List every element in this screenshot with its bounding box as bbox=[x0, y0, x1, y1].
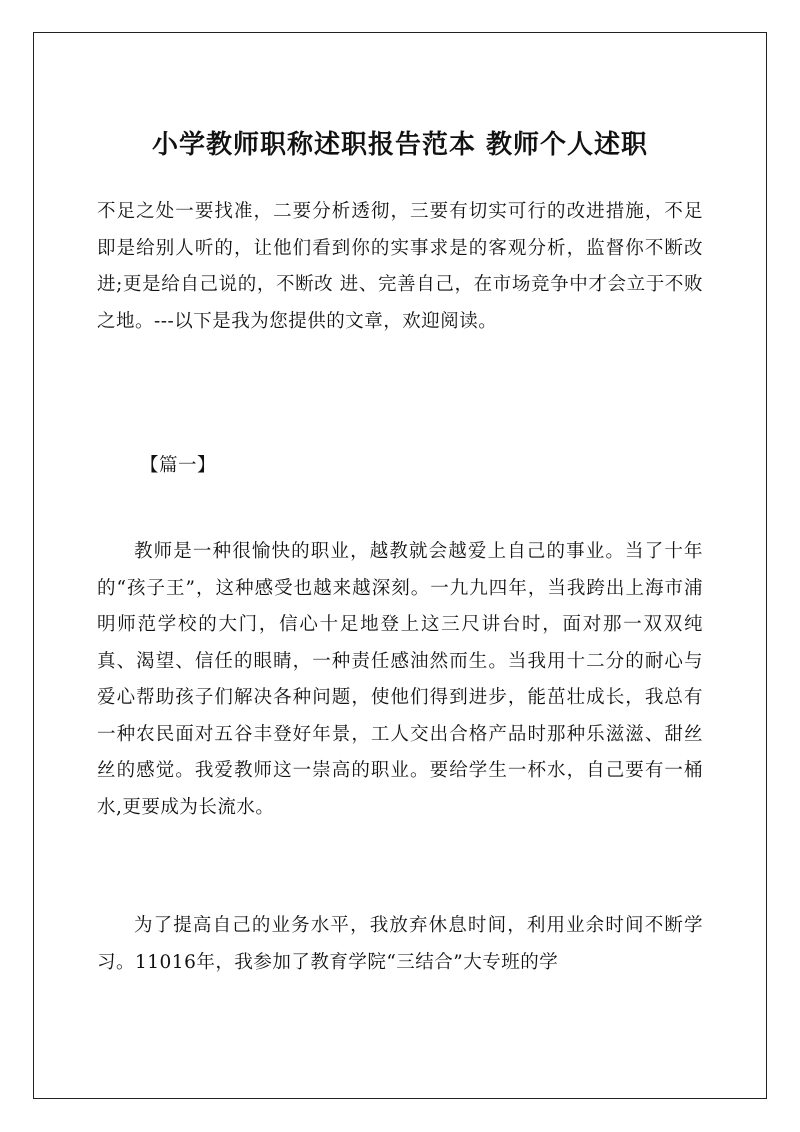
document-title: 小学教师职称述职报告范本 教师个人述职 bbox=[151, 130, 649, 160]
body-paragraph: 教师是一种很愉快的职业，越教就会越爱上自己的事业。当了十年的“孩子王”，这种感受也越来越深刻。一九九四年，当我跨出上海市浦明师范学校的大门，信心十足地登上这三尺讲台时，面对那一双双纯真、渴望、信任的眼睛，一种责任感油然而生。当我用十二分的耐心与爱心帮助孩子们解决各种问题，使他们得到进步，能茁壮成长，我总有一种农民面对五谷丰登好年景，工人交出合格产品时那种乐滋滋、甜丝丝的感觉。我爱教师这一崇高的职业。要给学生一杯水，自己要有一桶水,更要成为长流水。 bbox=[97, 541, 703, 818]
section-heading: 【篇一】 bbox=[140, 455, 217, 476]
intro-paragraph: 不足之处一要找准，二要分析透彻，三要有切实可行的改进措施，不足即是给别人听的，让他们看到你的实事求是的客观分析，监督你不断改进;更是给自己说的，不断改 进、完善自己，在市场竞争中才会立于不败之地。---以下是我为您提供的文章，欢迎阅读。 bbox=[97, 201, 703, 332]
body-paragraph: 为了提高自己的业务水平，我放弃休息时间，利用业余时间不断学习。11016年，我参加了教育学院“三结合”大专班的学 bbox=[97, 915, 703, 973]
